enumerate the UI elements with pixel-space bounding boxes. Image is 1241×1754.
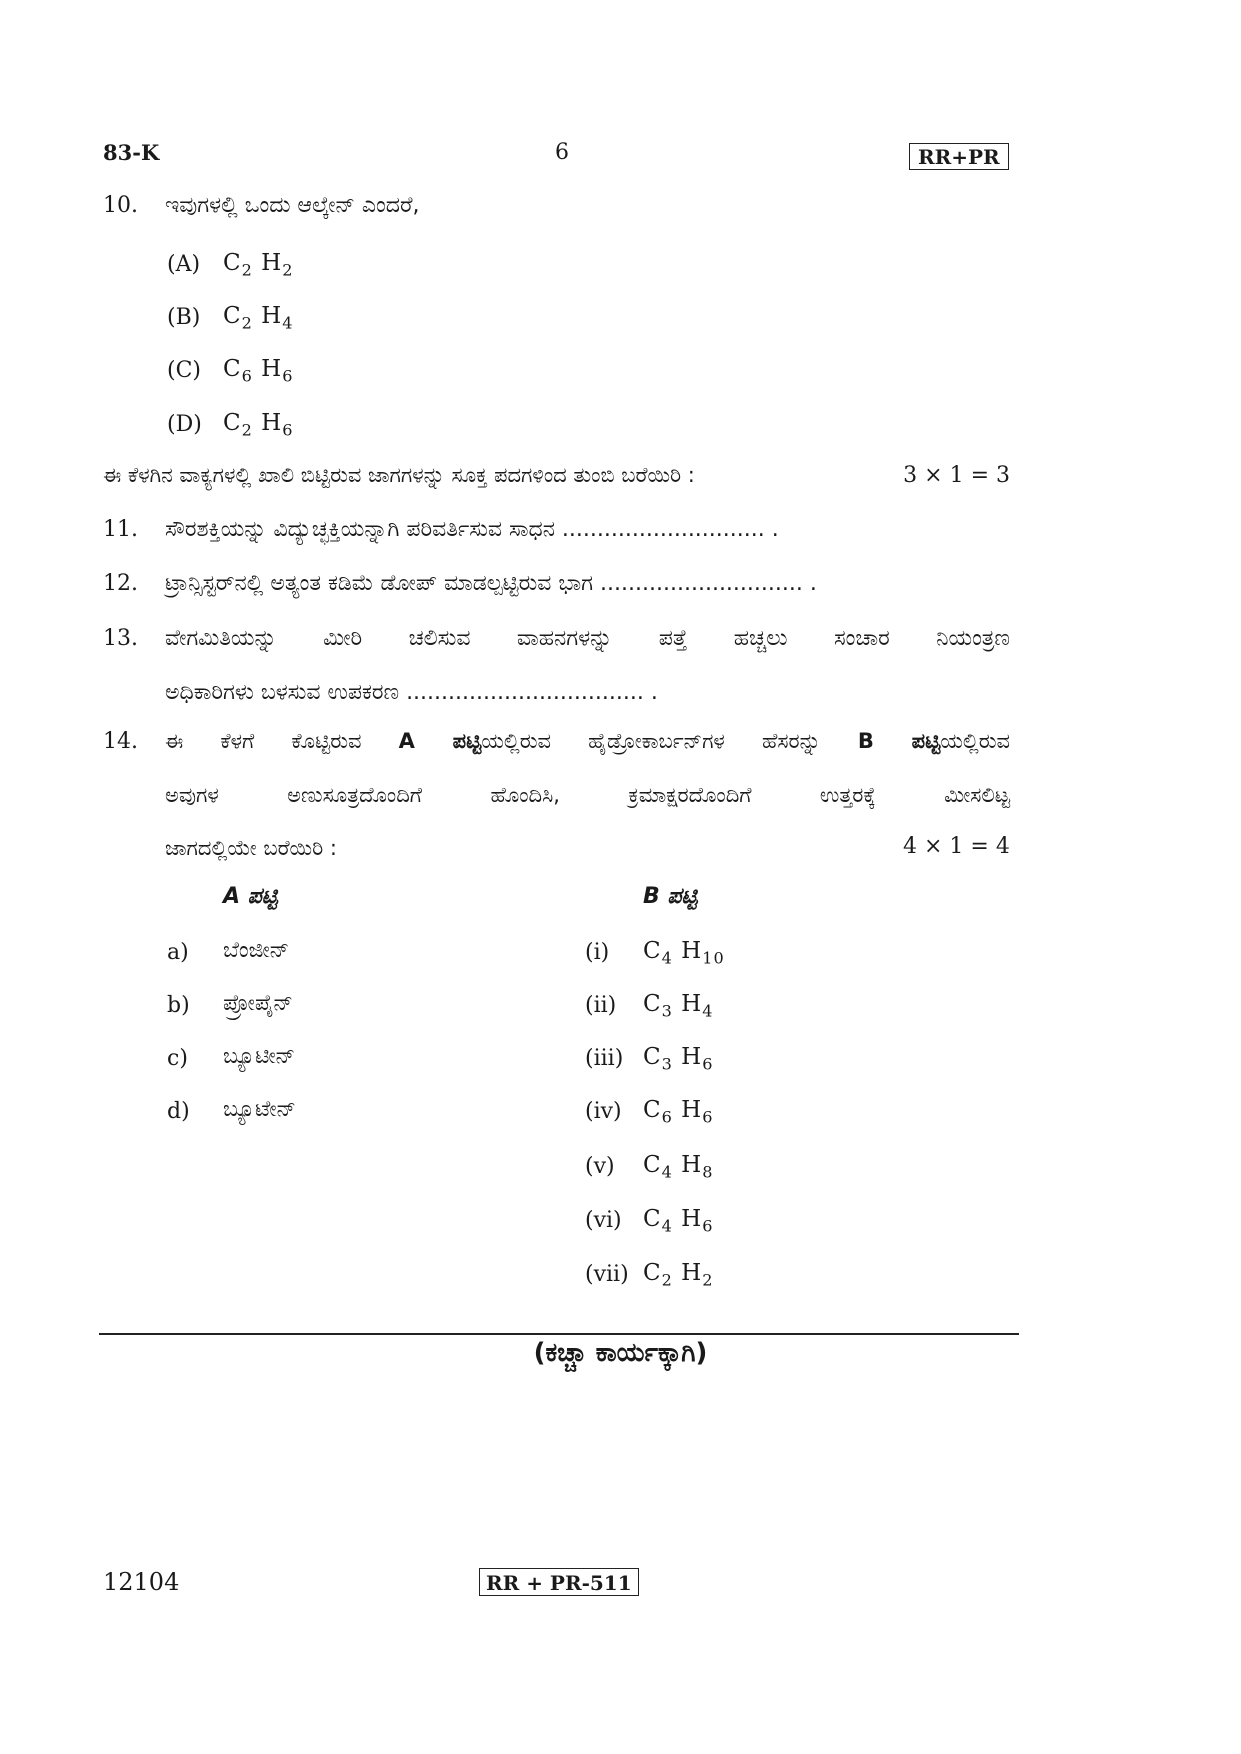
q14-line-1-part-c: ಯಲ್ಲಿರುವ ಹೈಡ್ರೋಕಾರ್ಬನ್‌ಗಳ ಹೆಸರನ್ನು (481, 729, 821, 753)
fill-blanks-marks: 3 × 1 = 3 (903, 463, 1010, 488)
col-a-item-name: ಬೆಂಜೀನ್ (223, 938, 290, 963)
q14-line-1-part-e: ಯಲ್ಲಿರುವ (940, 729, 1011, 753)
q13-line-2: ಅಧಿಕಾರಿಗಳು ಬಳಸುವ ಉಪಕರಣ .................................. . (165, 680, 658, 705)
footer-code-box: RR + PR-511 (479, 1568, 639, 1596)
fill-blanks-instruction: ಈ ಕೆಳಗಿನ ವಾಕ್ಯಗಳಲ್ಲಿ ಖಾಲಿ ಬಿಟ್ಟಿರುವ ಜಾಗಗಳನ್ನು ಸೂಕ್ತ ಪದಗಳಿಂದ ತುಂಬಿ ಬರೆಯಿರಿ : (103, 463, 695, 487)
q12-number: 12. (103, 571, 138, 596)
col-a-item-label: d) (167, 1099, 190, 1124)
q10-option-d-formula: $C_2$ $H_6$ (223, 410, 294, 440)
q10-option-c-label: (C) (167, 358, 201, 383)
q10-option-a-formula: $C_2$ $H_2$ (223, 250, 294, 280)
footer-serial-number: 12104 (103, 1568, 180, 1596)
q14-line-3: ಜಾಗದಲ್ಲಿಯೇ ಬರೆಯಿರಿ : (165, 836, 337, 860)
col-b-item-label: (vii) (585, 1262, 629, 1287)
col-b-item-formula: $C_6$ $H_6$ (643, 1097, 714, 1127)
fill-blanks-instruction-row (103, 463, 1010, 488)
rough-work-label: (ಕಚ್ಚಾ ಕಾರ್ಯಕ್ಕಾಗಿ) (533, 1338, 708, 1368)
q13-number: 13. (103, 626, 138, 651)
q14-line-2: ಅವುಗಳ ಅಣುಸೂತ್ರದೊಂದಿಗೆ ಹೊಂದಿಸಿ, ಕ್ರಮಾಕ್ಷರದೊಂದಿಗೆ ಉತ್ತರಕ್ಕೆ ಮೀಸಲಿಟ್ಟ (165, 783, 1010, 807)
q10-option-b-label: (B) (167, 305, 201, 330)
col-a-item-name: ಬ್ಯೂಟೀನ್ (223, 1044, 296, 1069)
col-b-item-formula: $C_3$ $H_6$ (643, 1044, 714, 1074)
q10-option-a-label: (A) (167, 252, 201, 277)
page-number: 6 (555, 140, 569, 165)
q10-option-c-formula: $C_6$ $H_6$ (223, 356, 294, 386)
col-b-item-label: (ii) (585, 993, 617, 1018)
subject-code: 83-K (103, 140, 160, 165)
col-b-item-formula: $C_3$ $H_4$ (643, 991, 714, 1021)
col-a-item-name: ಬ್ಯೂಟೇನ್ (223, 1097, 296, 1122)
q14-list-b-ref: B ಪಟ್ಟಿ (857, 729, 941, 753)
col-b-item-label: (iii) (585, 1046, 624, 1071)
section-divider (99, 1333, 1019, 1335)
q10-option-d-label: (D) (167, 412, 202, 437)
col-a-item-label: b) (167, 993, 190, 1018)
col-b-item-label: (v) (585, 1154, 615, 1179)
q10-option-b-formula: $C_2$ $H_4$ (223, 303, 294, 333)
q11-text: ಸೌರಶಕ್ತಿಯನ್ನು ವಿದ್ಯುಚ್ಛಕ್ತಿಯನ್ನಾಗಿ ಪರಿವರ್ತಿಸುವ ಸಾಧನ ............................. . (165, 517, 779, 542)
q13-line-1: ವೇಗಮಿತಿಯನ್ನು ಮೀರಿ ಚಲಿಸುವ ವಾಹನಗಳನ್ನು ಪತ್ತೆ ಹಚ್ಚಲು ಸಂಚಾರ ನಿಯಂತ್ರಣ (165, 626, 1010, 651)
col-b-item-label: (vi) (585, 1208, 622, 1233)
q12-text: ಟ್ರಾನ್ಸಿಸ್ಟರ್‌ನಲ್ಲಿ ಅತ್ಯಂತ ಕಡಿಮೆ ಡೋಪ್ ಮಾಡಲ್ಪಟ್ಟಿರುವ ಭಾಗ ............................. . (165, 571, 817, 596)
column-b-title: B ಪಟ್ಟಿ (643, 884, 698, 909)
col-b-item-label: (i) (585, 940, 610, 965)
col-b-item-formula: $C_4$ $H_6$ (643, 1206, 714, 1236)
col-b-item-formula: $C_4$ $H_8$ (643, 1152, 714, 1182)
col-b-item-formula: $C_4$ $H_{10}$ (643, 938, 725, 968)
q14-line-1 (165, 729, 1010, 754)
q11-number: 11. (103, 517, 138, 542)
q14-line-1-part-a: ಈ ಕೆಳಗೆ ಕೊಟ್ಟಿರುವ (165, 729, 362, 753)
version-box: RR+PR (909, 143, 1009, 170)
col-b-item-formula: $C_2$ $H_2$ (643, 1260, 714, 1290)
q10-text: ಇವುಗಳಲ್ಲಿ ಒಂದು ಆಲ್ಕೇನ್ ಎಂದರೆ, (165, 193, 420, 218)
column-a-title: A ಪಟ್ಟಿ (223, 884, 278, 909)
q14-marks: 4 × 1 = 4 (903, 834, 1010, 859)
col-b-item-label: (iv) (585, 1099, 622, 1124)
q10-number: 10. (103, 193, 138, 218)
q14-number: 14. (103, 729, 138, 754)
q14-list-a-ref: A ಪಟ್ಟಿ (398, 729, 482, 753)
col-a-item-label: c) (167, 1046, 188, 1071)
col-a-item-name: ಪ್ರೋಪೈನ್ (223, 991, 293, 1016)
col-a-item-label: a) (167, 940, 189, 965)
